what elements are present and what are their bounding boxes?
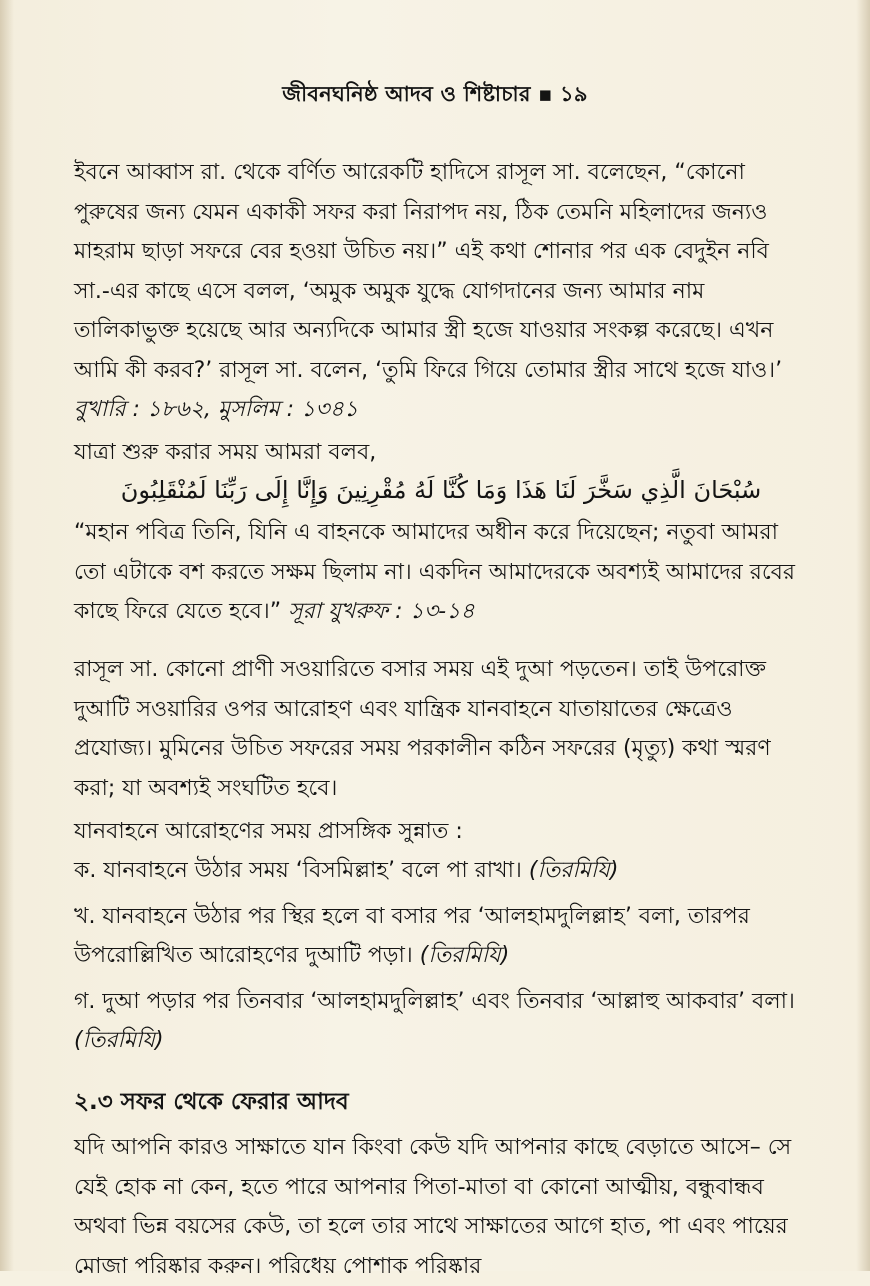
list-item-text: গ. দুআ পড়ার পর তিনবার ‘আলহামদুলিল্লাহ’ এবং তিনবার ‘আল্লাহু আকবার’ বলা। [74, 988, 795, 1014]
running-head: জীবনঘনিষ্ঠ আদব ও শিষ্টাচার ▪ ১৯ [282, 82, 588, 106]
sunnah-list-title: যানবাহনে আরোহণের সময় প্রাসঙ্গিক সুন্নাত : [74, 819, 463, 844]
page-shadow-right [856, 0, 870, 1271]
list-item-text: ক. যানবাহনে উঠার সময় ‘বিসমিল্লাহ’ বলে পা রাখা। [74, 858, 529, 883]
sunnah-list [74, 851, 798, 1067]
list-item [74, 897, 798, 976]
paragraph-hadith [74, 153, 798, 430]
citation: সূরা যুখরুফ : ১৩-১৪ [288, 599, 475, 624]
list-item-text: খ. যানবাহনে উঠার পর স্থির হলে বা বসার পর ‘আলহামদুলিল্লাহ’ বলা, তারপর উপরোল্লিখিত আরোহণের দুআটি পড়া। [74, 903, 750, 968]
citation: (তিরমিযি) [419, 943, 510, 968]
citation: বুখারি : ১৮৬২, মুসলিম : ১৩৪১ [74, 397, 359, 422]
citation: (তিরমিযি) [528, 858, 619, 883]
citation: (তিরমিযি) [74, 1028, 164, 1053]
paragraph-text: ইবনে আব্বাস রা. থেকে বর্ণিত আরেকটি হাদিসে রাসূল সা. বলেছেন, “কোনো পুরুষের জন্য যেমন একাকী সফর করা নিরাপদ নয়, ঠিক তেমনি মহিলাদের জন্যও মাহরাম ছাড়া সফরে বের হওয়া উচিত নয়।” এই কথা শোনার পর এক বেদুইন নবি সা.-এর কাছে এসে বলল, ‘অমুক অমুক যুদ্ধে যোগদানের জন্য আমার নাম তালিকাভুক্ত হয়েছে আর অন্যদিকে আমার স্ত্রী হজে যাওয়ার সংকল্প করেছে। এখন আমি কী করব?’ রাসূল সা. বলেন, ‘তুমি ফিরে গিয়ে তোমার স্ত্রীর সাথে হজে যাও।’ [74, 160, 783, 383]
section-heading: ২.৩ সফর থেকে ফেরার আদব [74, 1089, 349, 1115]
paragraph-return-etiquette: যদি আপনি কারও সাক্ষাতে যান কিংবা কেউ যদি আপনার কাছে বেড়াতে আসে– সে যেই হোক না কেন, হতে পারে আপনার পিতা-মাতা বা কোনো আত্মীয়, বন্ধুবান্ধব অথবা ভিন্ন বয়সের কেউ, তা হলে তার সাথে সাক্ষাতের আগে হাত, পা এবং পায়ের মোজা পরিষ্কার করুন। পরিধেয় পোশাক পরিষ্কার [74, 1135, 792, 1279]
arabic-dua: سُبْحَانَ الَّذِي سَخَّرَ لَنَا هَذَا وَمَا كُنَّا لَهُ مُقْرِنِينَ وَإِنَّا إِلَى رَبِّنَا لَمُنْقَلِبُونَ [120, 476, 762, 504]
list-item [74, 851, 798, 891]
paragraph-explanation: রাসূল সা. কোনো প্রাণী সওয়ারিতে বসার সময় এই দুআ পড়তেন। তাই উপরোক্ত দুআটি সওয়ারির ওপর আরোহণ এবং যান্ত্রিক যানবাহনে যাতায়াতের ক্ষেত্রেও প্রযোজ্য। মুমিনের উচিত সফরের সময় পরকালীন কঠিন সফরের (মৃত্যু) কথা স্মরণ করা; যা অবশ্যই সংঘটিত হবে। [74, 657, 771, 801]
dua-translation [74, 513, 798, 632]
page-shadow-left [0, 0, 14, 1271]
translation-text: “মহান পবিত্র তিনি, যিনি এ বাহনকে আমাদের অধীন করে দিয়েছেন; নতুবা আমরা তো এটাকে বশ করতে সক্ষম ছিলাম না। একদিন আমাদেরকে অবশ্যই আমাদের রবের কাছে ফিরে যেতে হবে।” [74, 520, 796, 624]
dua-intro: যাত্রা শুরু করার সময় আমরা বলব, [74, 440, 377, 465]
list-item [74, 982, 798, 1061]
